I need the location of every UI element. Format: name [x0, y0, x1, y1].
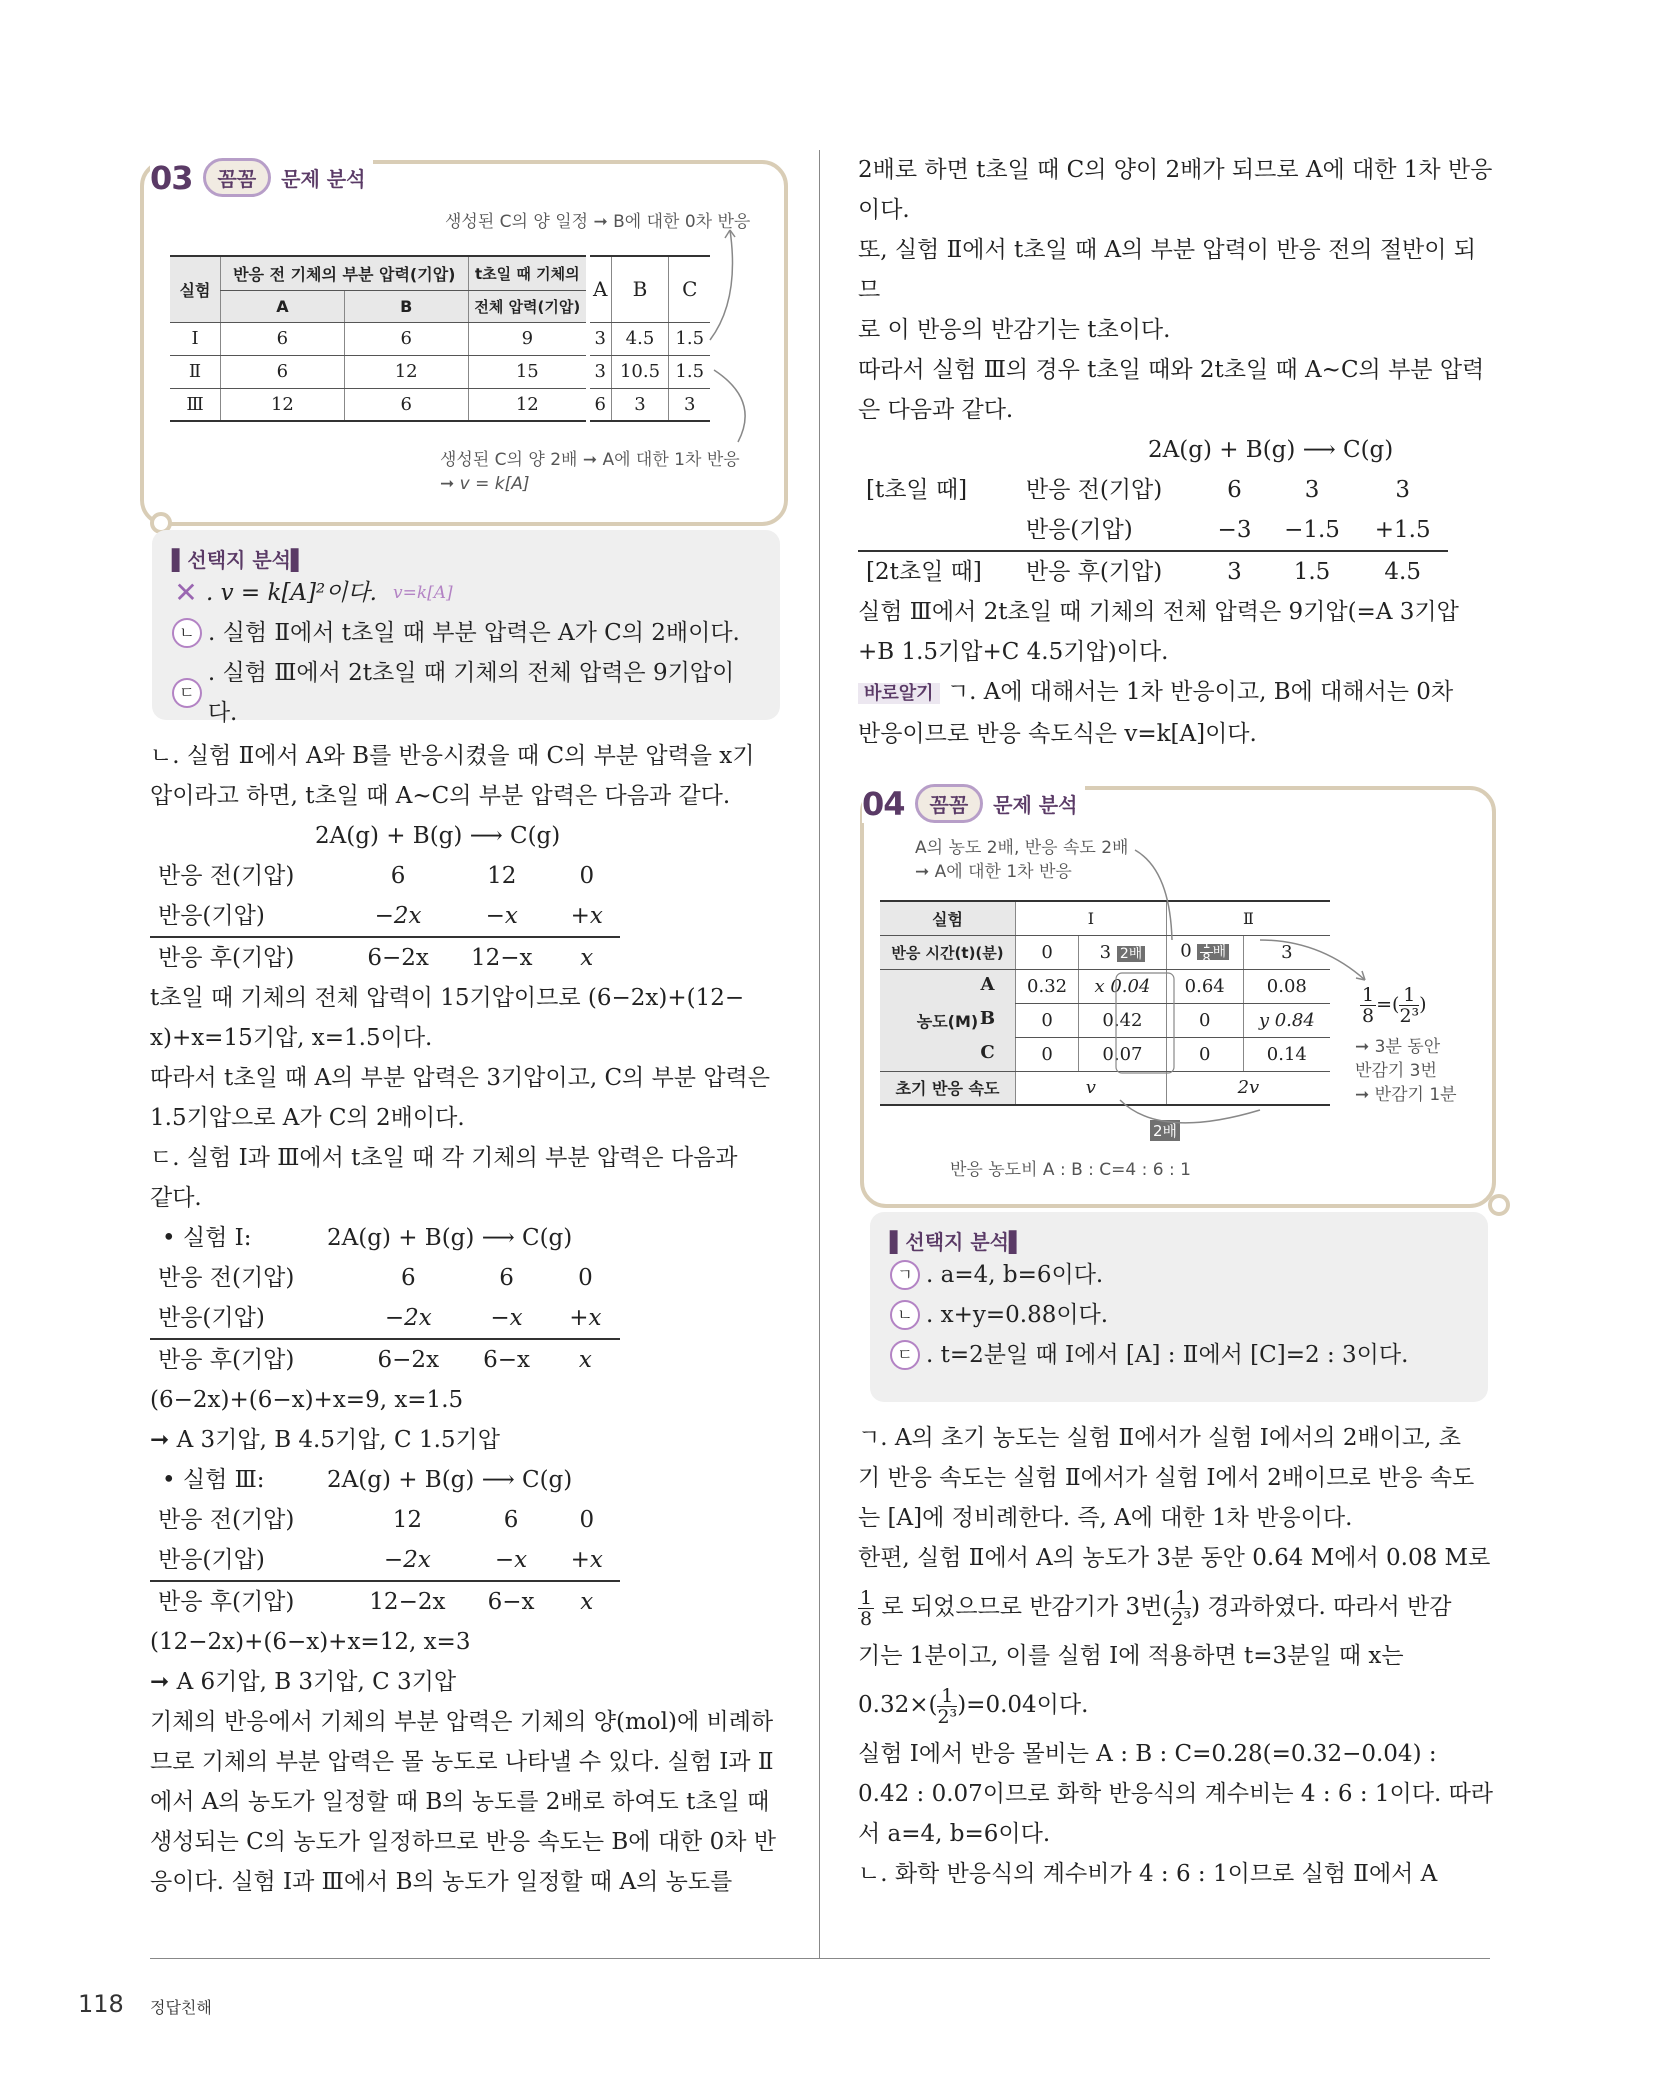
cell: 0 [578, 1265, 593, 1291]
right-top-body [858, 150, 1498, 754]
text-line: 같다. [150, 1185, 202, 1211]
analysis-title: 문제 분석 [993, 793, 1078, 817]
note-first-order [440, 448, 760, 496]
note-line: ➞ 3분 동안 [1355, 1037, 1441, 1057]
right-body [858, 1418, 1498, 1894]
frac-den: 2³ [937, 1705, 958, 1728]
cell: x 0.04 [1079, 969, 1167, 1003]
text-span: 0.32× [858, 1692, 929, 1718]
cell: 반응(기압) [150, 1298, 354, 1339]
left-body [150, 736, 782, 1902]
text-span: ㄱ. A에 대해서는 1차 반응이고, B에 대해서는 0차 [946, 679, 1454, 705]
choice-title-text: 선택지 분석 [905, 1230, 1009, 1254]
annotation-arrows-03 [700, 220, 760, 450]
cell: −x [450, 896, 554, 937]
table-row [170, 355, 586, 388]
reaction-equation: 2A(g) + B(g) ⟶ C(g) [327, 1467, 573, 1493]
text-line [858, 672, 1498, 714]
choice-item-1 [172, 573, 760, 613]
cell: Ⅲ [170, 388, 221, 421]
text-line: 2배로 하면 t초일 때 C의 양이 2배가 되므로 A에 대한 1차 반응 [858, 157, 1493, 183]
cell: 반응(기압) [150, 1540, 346, 1581]
cell: 0 [1016, 1037, 1079, 1071]
analysis-box-end-marker [1488, 1194, 1510, 1216]
cell: −2x [354, 1298, 462, 1339]
result-table-03 [590, 255, 710, 422]
table-row [150, 1581, 620, 1622]
frac-num: 1 [1362, 984, 1375, 1006]
cell: 0.08 [1243, 969, 1330, 1003]
reaction-table-exp1 [150, 1258, 620, 1380]
choice-title-text: 선택지 분석 [187, 548, 291, 572]
text-line: 이다. [858, 197, 910, 223]
cell: 6 [221, 322, 345, 355]
correction-note: v=k[A] [392, 583, 453, 603]
text-line: ㄷ. 실험 Ⅰ과 Ⅲ에서 t초일 때 각 기체의 부분 압력은 다음과 [150, 1145, 738, 1171]
text-line: 에서 A의 농도가 일정할 때 B의 농도를 2배로 하여도 t초일 때 [150, 1789, 770, 1815]
table-row [150, 896, 620, 937]
kkomkkom-pill: 꼼꼼 [915, 784, 984, 823]
exp-1-equation-row [150, 1218, 782, 1258]
cell: 12 [487, 863, 517, 889]
cell: 반응 후(기압) [158, 1589, 295, 1615]
note-line: ➞ 반감기 1분 [1355, 1085, 1457, 1105]
cell: 1.5 [669, 322, 710, 355]
cell: 12−2x [369, 1589, 446, 1615]
cell: 0.64 [1166, 969, 1243, 1003]
reaction-equation: 2A(g) + B(g) ⟶ C(g) [315, 823, 561, 849]
cell: 6 [590, 388, 611, 421]
cell: 3 [1304, 477, 1320, 503]
text-line: 0.42 : 0.07이므로 화학 반응식의 계수비는 4 : 6 : 1이다. 따라 [858, 1781, 1494, 1807]
species-a: A [980, 974, 995, 995]
text-line: (12−2x)+(6−x)+x=12, x=3 [150, 1629, 471, 1655]
cell: 6 [390, 863, 406, 889]
double-rate-label: 2배 [1150, 1120, 1180, 1141]
choice-title: ▌선택지 분석▌ [890, 1230, 1025, 1254]
cell: 6−2x [367, 945, 429, 971]
cell: 12 [221, 388, 345, 421]
note-ratio: 반응 농도비 A : B : C=4 : 6 : 1 [950, 1160, 1191, 1180]
exp-label: • 실험 Ⅲ: [162, 1467, 265, 1493]
note-line: 생성된 C의 양 2배 ➞ A에 대한 1차 반응 [440, 450, 740, 470]
th-rate: 초기 반응 속도 [880, 1071, 1016, 1105]
text-line: 0.32×( $\frac{1}{\text{2³}}$ )=0.04이다. [858, 1684, 1089, 1728]
text-line: ➞ A 6기압, B 3기압, C 3기압 [150, 1669, 457, 1695]
circle-mark-icon: ㄷ [890, 1340, 920, 1370]
cell: 반응 후(기압) [158, 1347, 295, 1373]
table-row [150, 1500, 620, 1540]
cell: 0 [1166, 1037, 1243, 1071]
text-line: 므로 기체의 부분 압력은 몰 농도로 나타낼 수 있다. 실험 Ⅰ과 Ⅱ [150, 1749, 774, 1775]
choice-text: . 실험 Ⅲ에서 2t초일 때 기체의 전체 압력은 9기압이다. [207, 660, 735, 726]
th-total-2: 전체 압력(기압) [468, 290, 586, 322]
text-span: 경과하였다. 따라서 반감 [1207, 1594, 1452, 1620]
cell: 6 [400, 1265, 416, 1291]
choice-item-3 [172, 653, 760, 733]
cell: 6−2x [377, 1347, 440, 1373]
text-line: x)+x=15기압, x=1.5이다. [150, 1025, 433, 1051]
cell: 6 [503, 1507, 519, 1533]
th-total-1: t초일 때 기체의 [468, 256, 586, 290]
circle-mark-icon: ㄷ [172, 678, 202, 708]
choice-item-2 [172, 613, 760, 653]
text-line: 기 반응 속도는 실험 Ⅱ에서가 실험 Ⅰ에서 2배이므로 반응 속도 [858, 1465, 1475, 1491]
table-row [590, 355, 710, 388]
table-row [858, 510, 1448, 551]
cell: 6−x [483, 1347, 530, 1373]
table-row [858, 470, 1448, 510]
reaction-table-exp3 [150, 1500, 620, 1622]
text-line: 생성되는 C의 농도가 일정하므로 반응 속도는 B에 대한 0차 반 [150, 1829, 776, 1855]
cell: [2t초일 때] [866, 559, 982, 585]
note-line: A의 농도 2배, 반응 속도 2배 [915, 838, 1129, 858]
cell: −x [462, 1298, 551, 1339]
cell: 1.5 [1293, 559, 1331, 585]
cell: 반응 전(기압) [1025, 477, 1163, 503]
cell: 3 [1099, 941, 1112, 963]
choice-text: . v = k[A]²이다. [206, 580, 377, 606]
footer-rule [150, 1958, 1490, 1959]
table-row [590, 388, 710, 421]
side-fraction: $\frac{1}{8}$ =( $\frac{1}{\text{2³}}$ ) [1362, 984, 1427, 1027]
note-line: ➞ A에 대한 1차 반응 [915, 862, 1072, 882]
column-divider [819, 150, 820, 1958]
frac-num: 1 [860, 1586, 873, 1609]
text-line: 또, 실험 Ⅱ에서 t초일 때 A의 부분 압력이 반응 전의 절반이 되므 [858, 237, 1477, 303]
th-time: 반응 시간(t)(분) [880, 935, 1016, 969]
th-exp-1: Ⅰ [1016, 901, 1167, 935]
text-line: t초일 때 기체의 전체 압력이 15기압이므로 (6−2x)+(12− [150, 985, 745, 1011]
cell: 6 [344, 388, 468, 421]
choice-item-2 [890, 1295, 1468, 1335]
times-label: 배 [1212, 944, 1227, 960]
table-row [858, 551, 1448, 592]
cell: 0.14 [1243, 1037, 1330, 1071]
cell: 반응 후(기압) [1025, 559, 1163, 585]
text-line: (6−2x)+(6−x)+x=9, x=1.5 [150, 1387, 464, 1413]
text-line: 압이라고 하면, t초일 때 A~C의 부분 압력은 다음과 같다. [150, 783, 731, 809]
species-b: B [979, 1008, 996, 1029]
cell: 반응 전(기압) [158, 1507, 295, 1533]
table-row [170, 322, 586, 355]
cell: 3 [1395, 477, 1410, 503]
cell: 반응 전(기압) [158, 1265, 295, 1291]
table-row [150, 1298, 620, 1339]
table-row [170, 388, 586, 421]
circle-mark-icon: ㄱ [890, 1260, 920, 1290]
cell: 0.07 [1079, 1037, 1167, 1071]
text-line: ➞ A 3기압, B 4.5기압, C 1.5기압 [150, 1427, 500, 1453]
cell: x [580, 1589, 594, 1615]
text-line: 로 이 반응의 반감기는 t초이다. [858, 317, 1171, 343]
table-row [150, 1339, 620, 1380]
table-row [150, 1258, 620, 1298]
cell: −1.5 [1267, 510, 1358, 551]
text-line: 은 다음과 같다. [858, 397, 1014, 423]
cell: 3 [611, 388, 669, 421]
frac-num: 1 [1202, 936, 1211, 952]
cell: 2v [1166, 1071, 1330, 1105]
cell: 반응(기압) [1018, 510, 1202, 551]
choice-analysis-04 [870, 1212, 1488, 1402]
cell: 3 [590, 355, 611, 388]
footer-label: 정답친해 [150, 1998, 212, 2017]
cell: 0 [579, 1507, 595, 1533]
cell: 12 [468, 388, 586, 421]
table-row [150, 1540, 620, 1581]
th-exp-2: Ⅱ [1166, 901, 1330, 935]
cell: 반응 후(기압) [158, 945, 295, 971]
cell: 1.5 [669, 355, 710, 388]
double-label: 2배 [1117, 946, 1145, 962]
text-line: 실험 Ⅰ에서 반응 몰비는 A : B : C=0.28(=0.32−0.04) : [858, 1741, 1437, 1767]
x-mark-icon: ✕ [174, 576, 198, 609]
cell: x [578, 1347, 592, 1373]
problem-number: 04 [862, 784, 905, 823]
text-line: 서 a=4, b=6이다. [858, 1821, 1051, 1847]
choice-text: . x+y=0.88이다. [926, 1302, 1109, 1328]
text-span: =0.04이다. [966, 1692, 1089, 1718]
cell: 0 [1166, 1003, 1243, 1037]
reaction-equation: 2A(g) + B(g) ⟶ C(g) [1148, 437, 1394, 463]
cell: 3 [590, 322, 611, 355]
cell: 0 [1016, 935, 1079, 969]
cell: 0.32 [1016, 969, 1079, 1003]
exp-label: • 실험 Ⅰ: [162, 1225, 252, 1251]
choice-analysis-03 [152, 530, 780, 726]
note-zero-order: 생성된 C의 양 일정 ➞ B에 대한 0차 반응 [445, 212, 751, 232]
cell: Ⅰ [170, 322, 221, 355]
note-line: ➞ v = k[A] [440, 474, 530, 494]
table-row [590, 322, 710, 355]
reaction-equation: 2A(g) + B(g) ⟶ C(g) [327, 1225, 573, 1251]
cell: 3 [1227, 559, 1242, 585]
th-exp: 실험 [880, 901, 1016, 935]
th-initial: 반응 전 기체의 부분 압력(기압) [221, 256, 469, 290]
text-line: 따라서 실험 Ⅲ의 경우 t초일 때와 2t초일 때 A~C의 부분 압력 [858, 357, 1485, 383]
frac-num: 1 [937, 1686, 957, 1707]
annotation-arrows-04 [1060, 840, 1380, 1160]
exp-3-equation-row [150, 1460, 782, 1500]
cell: 6 [1227, 477, 1242, 503]
cell: 3 [1243, 935, 1330, 969]
cell: 12−x [470, 945, 533, 971]
th-conc: 농도(M) [880, 969, 1016, 1071]
species-labels [960, 968, 1015, 1070]
frac-num: 1 [1399, 985, 1419, 1006]
cell: +1.5 [1357, 510, 1448, 551]
cell: 15 [468, 355, 586, 388]
cell: −x [469, 1540, 554, 1581]
text-line: ㄴ. 화학 반응식의 계수비가 4 : 6 : 1이므로 실험 Ⅱ에서 A [858, 1861, 1438, 1887]
text-line: 는 [A]에 정비례한다. 즉, A에 대한 1차 반응이다. [858, 1505, 1353, 1531]
cell: 4.5 [1384, 559, 1421, 585]
analysis-header-04 [862, 784, 1085, 823]
note-line: 반감기 3번 [1355, 1061, 1437, 1081]
reaction-table-2 [150, 856, 620, 978]
correct-answer-tag: 바로알기 [858, 683, 940, 704]
text-line: 응이다. 실험 Ⅰ과 Ⅲ에서 B의 농도가 일정할 때 A의 농도를 [150, 1869, 733, 1895]
frac-den: 2³ [1171, 1607, 1192, 1630]
analysis-title: 문제 분석 [281, 167, 366, 191]
cell: 10.5 [611, 355, 669, 388]
th-a: A [221, 290, 345, 322]
frac-den: 8 [1362, 1005, 1375, 1027]
experiment-table-03 [170, 255, 586, 422]
text-line: $\frac{1}{8}$ 로 되었으므로 반감기가 3번( $\frac{1}{\text{2³}}$ ) 경과하였다. 따라서 반감 [860, 1586, 1452, 1630]
text-line: ㄱ. A의 초기 농도는 실험 Ⅱ에서가 실험 Ⅰ에서의 2배이고, 초 [858, 1425, 1461, 1451]
cell: 6 [344, 322, 468, 355]
kkomkkom-pill: 꼼꼼 [203, 158, 272, 197]
cell: 12 [392, 1507, 423, 1533]
frac-den: 2³ [1399, 1005, 1420, 1027]
analysis-header-03 [150, 158, 373, 197]
cell: +x [551, 1298, 620, 1339]
cell: 4.5 [611, 322, 669, 355]
cell: 반응(기압) [150, 896, 346, 937]
text-line: ㄴ. 실험 Ⅱ에서 A와 B를 반응시켰을 때 C의 부분 압력을 x기 [150, 743, 755, 769]
choice-text: . t=2분일 때 Ⅰ에서 [A] : Ⅱ에서 [C]=2 : 3이다. [926, 1342, 1409, 1368]
th-c: C [669, 256, 710, 322]
table-row [150, 856, 620, 896]
text-line: 1.5기압으로 A가 C의 2배이다. [150, 1105, 465, 1131]
cell: +x [554, 1540, 620, 1581]
frac-den: 8 [1202, 951, 1211, 967]
text-line: 실험 Ⅲ에서 2t초일 때 기체의 전체 압력은 9기압(=A 3기압 [858, 599, 1459, 625]
choice-item-1 [890, 1255, 1468, 1295]
cell: 0 [1180, 940, 1192, 961]
th-b: B [344, 290, 468, 322]
text-line: 기체의 반응에서 기체의 부분 압력은 기체의 양(mol)에 비례하 [150, 1709, 774, 1735]
th-b: B [611, 256, 669, 322]
cell: [t초일 때] [866, 477, 968, 503]
text-line: 한편, 실험 Ⅱ에서 A의 농도가 3분 동안 0.64 M에서 0.08 M로 [858, 1545, 1491, 1571]
page-number: 118 [78, 1990, 124, 2018]
cell [858, 510, 1018, 551]
cell: v [1016, 1071, 1167, 1105]
cell: +x [554, 896, 620, 937]
cell: 12 [344, 355, 468, 388]
frac-den: 8 [860, 1607, 873, 1630]
choice-title: ▌선택지 분석▌ [172, 548, 307, 572]
th-a: A [590, 256, 611, 322]
cell: 6 [221, 355, 345, 388]
text-line: 기는 1분이고, 이를 실험 Ⅰ에 적용하면 t=3분일 때 x는 [858, 1643, 1404, 1669]
cell: 6 [499, 1265, 514, 1291]
cell: 3 [669, 388, 710, 421]
cell: Ⅱ [170, 355, 221, 388]
circle-mark-icon: ㄴ [172, 618, 202, 648]
th-exp: 실험 [170, 256, 221, 322]
cell: 0 [579, 863, 595, 889]
cell: 0.42 [1079, 1003, 1167, 1037]
cell: y 0.84 [1243, 1003, 1330, 1037]
frac-num: 1 [1171, 1588, 1191, 1609]
cell: 6−x [487, 1589, 535, 1615]
cell: 0 [1016, 1003, 1079, 1037]
cell: x [580, 945, 594, 971]
cell: −3 [1202, 510, 1266, 551]
cell: −2x [346, 1540, 468, 1581]
cell: −2x [346, 896, 450, 937]
choice-text: . a=4, b=6이다. [926, 1262, 1104, 1288]
choice-item-3 [890, 1335, 1468, 1375]
table-row [150, 937, 620, 978]
text-line: 따라서 t초일 때 A의 부분 압력은 3기압이고, C의 부분 압력은 [150, 1065, 770, 1091]
species-c: C [980, 1042, 995, 1063]
text-line: +B 1.5기압+C 4.5기압)이다. [858, 639, 1169, 665]
cell: 반응 전(기압) [158, 863, 295, 889]
text-span: 로 되었으므로 반감기가 3번 [881, 1594, 1163, 1620]
cell: 9 [468, 322, 586, 355]
choice-text: . 실험 Ⅱ에서 t초일 때 부분 압력은 A가 C의 2배이다. [208, 620, 740, 646]
circle-mark-icon: ㄴ [890, 1300, 920, 1330]
reaction-table-exp3-t [858, 470, 1448, 592]
problem-number: 03 [150, 158, 193, 197]
text-line: 반응이므로 반응 속도식은 v=k[A]이다. [858, 721, 1257, 747]
